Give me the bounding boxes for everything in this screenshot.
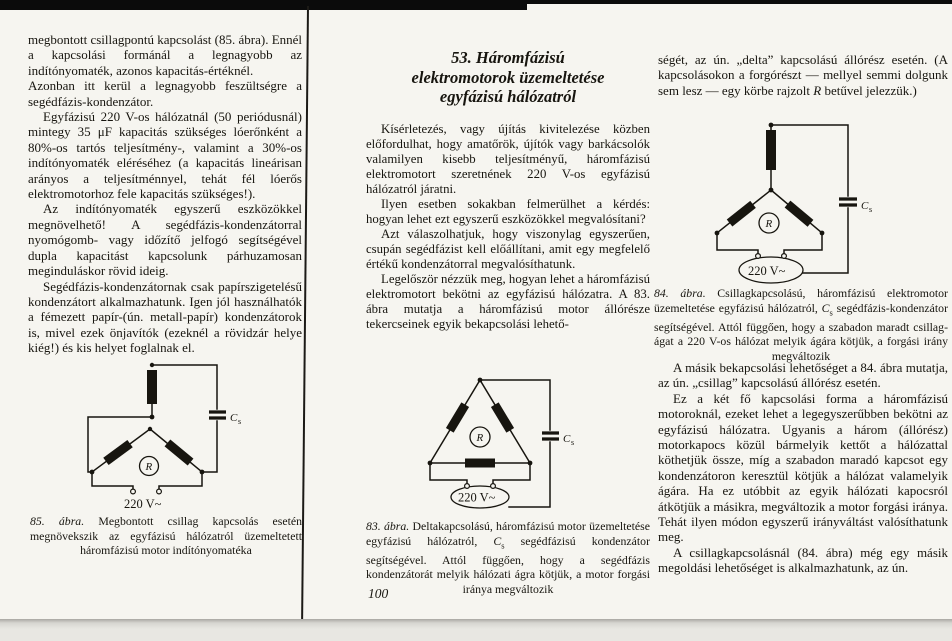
scan-edge-top-bar (0, 0, 527, 10)
right-column-top (658, 52, 948, 98)
rotor-label: R (765, 218, 773, 230)
paragraph: Ez a két fő kapcsolási forma a háromfázisú motoroknál, ezeket lehet a legegyszerűbben bekötni az egyfázisú hálózatra. Ugyanis a három (állórész) motorkapocs közül bármelyik kettőt a hálózattal köthetjük össze, míg a szabadon maradó kapcsot egy kondenzátoron keresztül kötjük a hálózat valamelyik ágára. Ha ez utóbbit az egyik hálózati kapocsról átkötjük a másikra, megváltozik a motor forgási iránya. Tehát ilyen módon egyszerű irányváltást valósíthatunk meg. (658, 390, 948, 545)
connection-nodes (428, 378, 533, 466)
paragraph: Azt válaszolhatjuk, hogy viszonylag egyszerűen, csupán segédfázist kell előállítani, amit egy megfelelő értékű kondenzátorral megvalósíthatunk. (366, 227, 650, 271)
capacitor-sub-label: s (869, 205, 873, 214)
circuit-diagram-84 (688, 118, 878, 288)
caption-text: Deltakapcsolású, háromfázisú motor üzemeltetése egyfázisú hálózatról, (366, 519, 650, 548)
paragraph: megbontott csillagpontú kapcsolást (85. ábra). Ennél a kapcsolási formánál a legnagyobb az indítónyomaték, azonos kapacitás-értéknél. (28, 32, 303, 78)
middle-column (366, 122, 650, 332)
caption-text: segédfázis-kondenzátor segítségével. Attól függően, hogy a szabadon maradt csillag-ágat a 220 V-os hálózat melyik ágára kötjük, a forgási irány megváltozik (654, 300, 949, 363)
paragraph: Azonban itt kerül a legnagyobb feszültségre a segédfázis-kondenzátor. (28, 78, 302, 109)
caption-text: Csillagkapcsolású, háromfázisú elektromotor üzemeltetése egyfázisú hálózatról, (654, 286, 948, 315)
capacitor-label: C (563, 433, 571, 445)
circuit-diagram-85 (80, 358, 255, 513)
scan-edge-bottom (0, 619, 952, 641)
voltage-label: 220 V~ (124, 497, 162, 511)
circuit-diagram-83 (405, 374, 625, 516)
voltage-label: 220 V~ (458, 490, 496, 505)
rotor-label: R (145, 461, 153, 473)
winding-icon (103, 370, 193, 466)
figure-84-caption (654, 286, 948, 363)
capacitor-sub-label: s (571, 438, 575, 447)
winding-icon (727, 130, 814, 227)
wires (717, 125, 848, 273)
capacitor-symbol-inline: C (493, 533, 502, 548)
rotor-label: R (476, 432, 484, 444)
capacitor-label: C (230, 412, 238, 424)
page-number: 100 (368, 586, 389, 601)
mains-terminals (451, 484, 509, 508)
heading-line: 53. Háromfázisú (451, 48, 565, 67)
figure-number: 85. ábra. (30, 514, 85, 528)
figure-number: 84. ábra. (654, 286, 706, 300)
figure-85-broken-star-circuit (80, 358, 255, 513)
rotor-letter-inline: R (813, 82, 822, 98)
paragraph: Kísérletezés, vagy újítás kivitelezése közben előfordulhat, hogy amatőrök, újítók vagy barkácsolók valamilyen kisebb teljesítményű, háromfázisú elektromotort szeretnének 220 V-os egyfázisú hálózatról járatni. (366, 122, 650, 196)
paragraph: Legelőször nézzük meg, hogyan lehet a háromfázisú elektromotort bekötni az egyfázisú hálózatra. A 83. ábra mutatja a háromfázisú motor állórésze tekercseinek egyik bekapcsolási lehető- (366, 272, 650, 331)
rotor-icon (759, 213, 779, 233)
caption-text: Megbontott csillag kapcsolás esetén megnövekszik az egyfázisú hálózatról üzemeltetett háromfázisú motor indítónyomatéka (30, 514, 303, 558)
paragraph: Segédfázis-kondenzátornak csak papírszigetelésű kondenzátort alkalmazhatunk. Igen jól használhatók a fémezett papír-(ún. metall-papír) kondenzátorok is, mivel ezek önjavítók (ezeknél a rövidzár helye kiég!) és kis helyet foglalnak el. (28, 278, 302, 356)
heading-line: elektromotorok üzemeltetése (411, 67, 605, 87)
rotor-icon (470, 427, 490, 447)
capacitor-symbol-sub: s (501, 539, 505, 550)
heading-line: egyfázisú hálózatról (439, 87, 577, 106)
figure-84-star-circuit (688, 118, 878, 288)
chapter-heading (366, 48, 650, 107)
paragraph-text: betűvel jelezzük.) (821, 82, 917, 98)
paragraph (658, 52, 948, 98)
paragraph: Az indítónyomaték egyszerű eszközökkel megnövelhető! A segédfázis-kondenzátorral nyomógomb- vagy időzítő jelfogó segítségével dupla kapacitást kapcsolunk párhuzamosan meginduláskor rövid ideig. (28, 201, 302, 279)
voltage-label: 220 V~ (748, 264, 786, 278)
column-divider-line (301, 6, 309, 622)
figure-85-caption (30, 514, 302, 558)
paragraph-text: ségét, az ún. „delta” kapcsolású állórész esetén. (A kapcsolásokon a forgórészt — mellyel semmi dolgunk sem lesz — egy körbe rajzolt (658, 52, 948, 98)
capacitor-icon (209, 412, 241, 426)
caption-text: segédfázisú kondenzátor segítségével. Attól függően, hogy a segédfázis kondenzátorát melyik hálózati ágra kötjük, a motor forgási iránya megváltozik (366, 533, 651, 596)
wires (430, 380, 550, 507)
figure-number: 83. ábra. (366, 519, 410, 533)
paragraph: Ilyen esetben sokakban felmerülhet a kérdés: hogyan lehet ezt egyszerű eszközökkel megvalósítani? (366, 197, 650, 226)
right-column-bottom (658, 360, 948, 576)
mains-terminals (739, 254, 803, 283)
paragraph: A csillagkapcsolásnál (84. ábra) még egy másik megoldási lehetőséget is alkalmazhatunk, az ún. (658, 544, 948, 576)
figure-83-delta-circuit (405, 374, 625, 516)
capacitor-label: C (861, 200, 869, 212)
capacitor-symbol-sub: s (829, 306, 833, 317)
capacitor-sub-label: s (238, 417, 242, 426)
figure-83-caption (366, 519, 650, 596)
capacitor-icon (839, 199, 872, 214)
paragraph: Egyfázisú 220 V-os hálózatnál (50 periódusnál) mintegy 35 μF kapacitás szükséges lóerőnként a 80%-os tartós teljesítmény-, valamint a 30%-os indítónyomaték eléréséhez (a kapacitás lineárisan arányos a teljesítménnyel, tehát fél lóerős elektromotorhoz fele kapacitás szükséges!). (28, 109, 302, 202)
left-column (28, 32, 302, 356)
mains-terminals (124, 489, 162, 511)
paragraph: A másik bekapcsolási lehetőséget a 84. ábra mutatja, az ún. „csillag” kapcsolású állórész esetén. (658, 360, 948, 391)
rotor-icon (140, 457, 159, 476)
capacitor-icon (542, 433, 574, 447)
capacitor-symbol-inline: C (821, 300, 830, 315)
